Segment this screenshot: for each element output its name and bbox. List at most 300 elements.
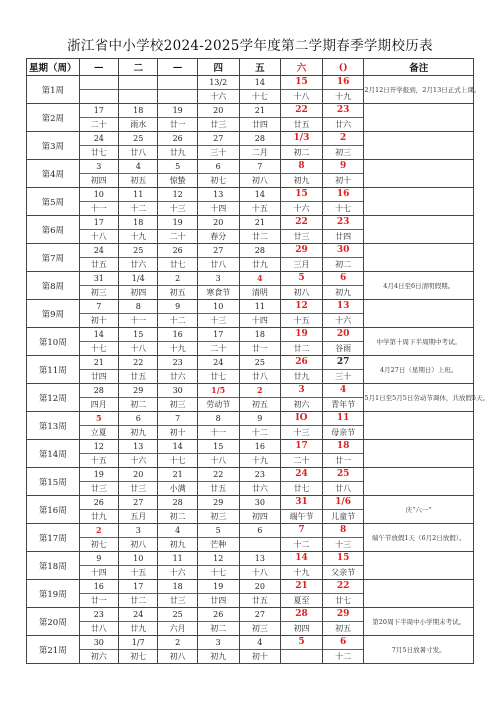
lunar-date: 初三	[169, 400, 186, 409]
lunar-date: 廿五	[90, 260, 107, 269]
lunar-date: 谷雨	[335, 344, 352, 353]
day-number: 11	[240, 300, 281, 314]
lunar-date: 初九	[169, 540, 186, 549]
day-number: 14	[158, 440, 196, 454]
day-cell	[239, 244, 281, 272]
day-number: 18	[158, 580, 196, 594]
day-number: 22	[323, 580, 364, 594]
day-cell	[79, 328, 118, 356]
day-cell	[239, 216, 281, 244]
day-cell	[281, 160, 323, 188]
day-number: 13	[119, 440, 157, 454]
day-cell	[197, 580, 239, 608]
lunar-date: 初二	[169, 512, 186, 521]
week-label: 第19周	[27, 580, 80, 608]
lunar-date: 初四	[251, 512, 268, 521]
day-number: 6	[323, 272, 364, 286]
header-sun: ()	[322, 59, 364, 76]
week-note: 第20周下半周中小学期末考试。	[364, 608, 474, 636]
lunar-date: 初九	[335, 288, 352, 297]
day-number: 12	[158, 188, 196, 202]
day-cell	[79, 440, 118, 468]
lunar-date: 初五	[335, 624, 352, 633]
day-number: 20	[198, 216, 239, 230]
table-row	[27, 608, 474, 636]
lunar-date: 十六	[293, 204, 310, 213]
lunar-date: 六月	[169, 624, 186, 633]
day-cell	[197, 636, 239, 664]
page-title: 浙江省中小学校2024-2025学年度第二学期春季学期校历表	[67, 38, 433, 54]
day-cell	[239, 496, 281, 524]
day-cell	[281, 608, 323, 636]
day-cell	[197, 384, 239, 412]
day-cell	[281, 104, 323, 132]
day-cell	[281, 272, 323, 300]
day-number: 16	[323, 76, 364, 90]
lunar-date: 十八	[90, 232, 107, 241]
day-cell	[322, 356, 364, 384]
lunar-date: 小满	[169, 484, 186, 493]
day-number: 11	[158, 552, 196, 566]
day-cell	[239, 412, 281, 440]
lunar-date: 初二	[130, 400, 147, 409]
day-number: 14	[281, 552, 322, 566]
day-cell	[119, 440, 158, 468]
lunar-date: 廿五	[251, 596, 268, 605]
lunar-date: 廿二	[293, 344, 310, 353]
lunar-date: 十七	[90, 344, 107, 353]
day-cell	[322, 552, 364, 580]
lunar-date: 廿六	[251, 484, 268, 493]
lunar-date: 十七	[210, 568, 227, 577]
day-number: 19	[158, 216, 196, 230]
lunar-date: 廿七	[335, 596, 352, 605]
day-cell	[79, 132, 118, 160]
day-number: 28	[240, 244, 281, 258]
lunar-date: 廿一	[169, 120, 186, 129]
day-cell	[239, 552, 281, 580]
week-label: 第16周	[27, 496, 80, 524]
day-cell	[79, 272, 118, 300]
day-number: 24	[281, 468, 322, 482]
day-number: 2	[240, 384, 281, 398]
day-number: 6	[240, 524, 281, 538]
day-number: 13	[198, 188, 239, 202]
table-row	[27, 412, 474, 440]
header-mon: —	[79, 59, 118, 76]
day-cell	[158, 608, 197, 636]
lunar-date: 初五	[130, 176, 147, 185]
day-cell	[281, 384, 323, 412]
day-cell	[322, 132, 364, 160]
lunar-date: 十八	[130, 344, 147, 353]
day-number: 27	[323, 356, 364, 370]
table-row	[27, 552, 474, 580]
lunar-date	[281, 650, 322, 663]
day-number: 21	[80, 356, 118, 370]
lunar-date: 廿七	[210, 372, 227, 381]
day-cell	[239, 300, 281, 328]
day-number: 17	[198, 328, 239, 342]
day-cell	[281, 552, 323, 580]
week-note	[364, 300, 474, 328]
day-cell	[197, 132, 239, 160]
lunar-date: 廿八	[90, 624, 107, 633]
day-cell	[158, 440, 197, 468]
header-wed: —	[158, 59, 197, 76]
day-cell	[281, 300, 323, 328]
day-cell	[119, 356, 158, 384]
day-cell	[119, 580, 158, 608]
lunar-date: 廿三	[210, 120, 227, 129]
day-number: 18	[119, 104, 157, 118]
lunar-date: 初八	[130, 540, 147, 549]
lunar-date: 二十	[210, 344, 227, 353]
day-number: 27	[198, 244, 239, 258]
day-cell	[239, 188, 281, 216]
day-cell	[322, 580, 364, 608]
lunar-date	[158, 90, 196, 103]
day-number: 8	[281, 160, 322, 174]
day-cell	[197, 412, 239, 440]
lunar-date: 廿七	[90, 148, 107, 157]
day-number: 25	[240, 356, 281, 370]
day-cell	[197, 244, 239, 272]
lunar-date: 初四	[90, 176, 107, 185]
day-cell	[79, 524, 118, 552]
day-number: 9	[80, 552, 118, 566]
lunar-date: 廿九	[130, 624, 147, 633]
lunar-date	[240, 538, 281, 551]
day-cell	[322, 440, 364, 468]
day-number: 29	[198, 496, 239, 510]
day-cell	[119, 160, 158, 188]
lunar-date: 端午节	[289, 512, 314, 521]
day-number: 26	[158, 132, 196, 146]
day-cell	[79, 216, 118, 244]
day-number: 31	[281, 496, 322, 510]
day-cell	[197, 216, 239, 244]
day-cell	[158, 580, 197, 608]
day-cell	[79, 552, 118, 580]
lunar-date: 廿五	[130, 372, 147, 381]
day-number: 16	[158, 328, 196, 342]
day-cell	[239, 160, 281, 188]
day-number: 25	[119, 132, 157, 146]
day-number: 7	[281, 524, 322, 538]
day-number: 17	[80, 104, 118, 118]
day-cell	[158, 160, 197, 188]
lunar-date: 初九	[130, 428, 147, 437]
day-cell	[322, 216, 364, 244]
week-note: 4月27日（星期日）上班。	[364, 356, 474, 384]
table-row	[27, 160, 474, 188]
week-label: 第20周	[27, 608, 80, 636]
day-number: 26	[80, 496, 118, 510]
day-number: 9	[323, 160, 364, 174]
day-number: 27	[240, 608, 281, 622]
week-label: 第7周	[27, 244, 80, 272]
lunar-date: 廿一	[90, 596, 107, 605]
day-cell	[322, 412, 364, 440]
week-label: 第17周	[27, 524, 80, 552]
day-number: 11	[323, 412, 364, 426]
table-row	[27, 440, 474, 468]
day-number: 3	[119, 524, 157, 538]
day-cell	[158, 132, 197, 160]
day-number	[119, 76, 157, 90]
day-cell	[322, 104, 364, 132]
day-number: 5	[281, 636, 322, 650]
day-cell	[158, 552, 197, 580]
lunar-date: 初七	[210, 176, 227, 185]
week-label: 第2周	[27, 104, 80, 132]
day-number: 26	[158, 244, 196, 258]
table-row	[27, 356, 474, 384]
school-calendar-table	[26, 58, 490, 664]
week-note	[364, 188, 474, 216]
table-row	[27, 216, 474, 244]
day-number: 23	[240, 468, 281, 482]
day-number: 5	[281, 272, 322, 286]
lunar-date: 初八	[169, 652, 186, 661]
day-number: 19	[158, 104, 196, 118]
day-number: 13/2	[198, 76, 239, 90]
week-label: 第15周	[27, 468, 80, 496]
day-number: 2	[323, 132, 364, 146]
week-note	[364, 104, 474, 132]
day-number: 17	[119, 580, 157, 594]
lunar-date: 廿六	[335, 120, 352, 129]
header-week: 星期（周）	[27, 59, 80, 76]
lunar-date: 十七	[169, 456, 186, 465]
day-number: 18	[323, 440, 364, 454]
day-cell	[239, 440, 281, 468]
day-number: 16	[80, 580, 118, 594]
day-number: 28	[80, 384, 118, 398]
lunar-date: 初十	[335, 176, 352, 185]
day-number: 21	[240, 104, 281, 118]
week-label: 第10周	[27, 328, 80, 356]
lunar-date: 廿四	[251, 120, 268, 129]
day-cell	[197, 608, 239, 636]
lunar-date: 二十	[90, 120, 107, 129]
day-cell	[119, 384, 158, 412]
lunar-date: 二十	[293, 456, 310, 465]
lunar-date: 十三	[169, 204, 186, 213]
day-number: 27	[198, 132, 239, 146]
day-number: 28	[158, 496, 196, 510]
day-cell	[119, 104, 158, 132]
day-number: 20	[198, 104, 239, 118]
day-number: 17	[281, 440, 322, 454]
day-cell	[119, 496, 158, 524]
lunar-date: 十三	[293, 428, 310, 437]
day-number: 15	[323, 552, 364, 566]
week-label: 第9周	[27, 300, 80, 328]
day-cell	[197, 160, 239, 188]
day-cell	[119, 608, 158, 636]
lunar-date: 廿二	[251, 232, 268, 241]
day-cell	[239, 356, 281, 384]
week-note: 5月1日至5月5日劳动节调休，共放假5天。	[364, 384, 474, 412]
day-number: 17	[80, 216, 118, 230]
table-row	[27, 188, 474, 216]
lunar-date: 十三	[210, 316, 227, 325]
day-number: 16	[323, 188, 364, 202]
lunar-date: 廿二	[130, 596, 147, 605]
day-number: 7	[240, 160, 281, 174]
day-number: 14	[80, 328, 118, 342]
week-note: 中学第十周下半周期中考试。	[364, 328, 474, 356]
day-cell	[197, 468, 239, 496]
day-number: IO	[281, 412, 322, 426]
table-row	[27, 384, 474, 412]
day-cell	[119, 524, 158, 552]
lunar-date: 雨水	[130, 120, 147, 129]
day-number: 14	[240, 188, 281, 202]
lunar-date: 初八	[251, 176, 268, 185]
day-number: 5	[158, 160, 196, 174]
day-number: 15	[281, 188, 322, 202]
day-cell	[158, 496, 197, 524]
day-number: 6	[119, 412, 157, 426]
day-cell	[322, 636, 364, 664]
day-number: 26	[281, 356, 322, 370]
lunar-date: 十二	[335, 652, 352, 661]
day-number: 24	[198, 356, 239, 370]
lunar-date: 寒食节	[206, 288, 231, 297]
day-number: 24	[80, 244, 118, 258]
lunar-date: 十九	[130, 232, 147, 241]
day-number	[158, 76, 196, 90]
day-number: 10	[80, 188, 118, 202]
day-cell	[79, 160, 118, 188]
day-cell	[119, 216, 158, 244]
header-notes: 备注	[364, 59, 474, 76]
day-cell	[79, 608, 118, 636]
day-number: 6	[198, 160, 239, 174]
day-number: 29	[119, 384, 157, 398]
day-number: 1/7	[119, 636, 157, 650]
day-number: 30	[323, 244, 364, 258]
table-row	[27, 580, 474, 608]
lunar-date: 廿六	[169, 372, 186, 381]
lunar-date: 春分	[210, 232, 227, 241]
week-label: 第12周	[27, 384, 80, 412]
lunar-date: 青年节	[331, 400, 356, 409]
week-note: 4月4日至6日清明假期。	[364, 272, 474, 300]
day-number: 14	[240, 76, 281, 90]
lunar-date: 初二	[335, 260, 352, 269]
lunar-date: 十七	[335, 204, 352, 213]
day-number: 23	[80, 608, 118, 622]
lunar-date: 廿九	[169, 148, 186, 157]
day-number: 16	[240, 440, 281, 454]
day-cell	[79, 188, 118, 216]
lunar-date: 廿五	[293, 120, 310, 129]
week-note: 端午节放假1天（6月2日放假）。	[364, 524, 474, 552]
lunar-date: 初十	[169, 428, 186, 437]
day-number: 4	[323, 384, 364, 398]
lunar-date: 十一	[90, 204, 107, 213]
day-cell	[79, 580, 118, 608]
day-cell	[322, 496, 364, 524]
lunar-date: 初三	[90, 288, 107, 297]
lunar-date: 十一	[130, 316, 147, 325]
day-number: 20	[323, 328, 364, 342]
day-cell	[281, 188, 323, 216]
lunar-date: 芒种	[210, 540, 227, 549]
day-number: 20	[240, 580, 281, 594]
day-cell	[322, 468, 364, 496]
day-cell	[239, 272, 281, 300]
week-note	[364, 244, 474, 272]
day-cell	[197, 440, 239, 468]
lunar-date: 廿八	[335, 484, 352, 493]
lunar-date: 廿七	[169, 260, 186, 269]
day-number: 30	[240, 496, 281, 510]
day-cell	[119, 328, 158, 356]
lunar-date: 廿八	[251, 372, 268, 381]
day-number: 4	[119, 160, 157, 174]
week-note	[364, 468, 474, 496]
table-row	[27, 104, 474, 132]
lunar-date: 初九	[293, 176, 310, 185]
lunar-date: 初三	[210, 512, 227, 521]
lunar-date: 十七	[251, 92, 268, 101]
table-header-row	[27, 59, 474, 76]
table-row	[27, 468, 474, 496]
lunar-date: 十三	[335, 540, 352, 549]
day-number: 18	[119, 216, 157, 230]
day-cell	[79, 468, 118, 496]
day-cell	[239, 608, 281, 636]
lunar-date: 初七	[130, 652, 147, 661]
table-row	[27, 524, 474, 552]
day-cell	[322, 160, 364, 188]
table-row	[27, 272, 474, 300]
lunar-date: 十九	[251, 456, 268, 465]
day-number: 8	[323, 524, 364, 538]
day-cell	[281, 580, 323, 608]
header-fri: 五	[239, 59, 281, 76]
lunar-date: 十一	[210, 428, 227, 437]
day-number: 22	[119, 356, 157, 370]
lunar-date: 廿九	[293, 372, 310, 381]
lunar-date: 十四	[210, 204, 227, 213]
day-number: 18	[240, 328, 281, 342]
day-cell	[322, 328, 364, 356]
day-number: 1/3	[281, 132, 322, 146]
day-cell	[322, 244, 364, 272]
day-number: 2	[158, 272, 196, 286]
day-number: 22	[281, 104, 322, 118]
day-number: 3	[198, 636, 239, 650]
lunar-date: 立夏	[90, 428, 107, 437]
lunar-date: 初十	[90, 316, 107, 325]
day-cell	[197, 104, 239, 132]
day-cell	[119, 636, 158, 664]
lunar-date	[80, 90, 118, 103]
lunar-date: 三月	[293, 260, 310, 269]
day-cell	[79, 636, 118, 664]
lunar-date: 十二	[293, 540, 310, 549]
day-cell	[119, 468, 158, 496]
week-label: 第13周	[27, 412, 80, 440]
day-cell	[158, 468, 197, 496]
week-note: 7月5日放暑寸发。	[364, 636, 474, 664]
